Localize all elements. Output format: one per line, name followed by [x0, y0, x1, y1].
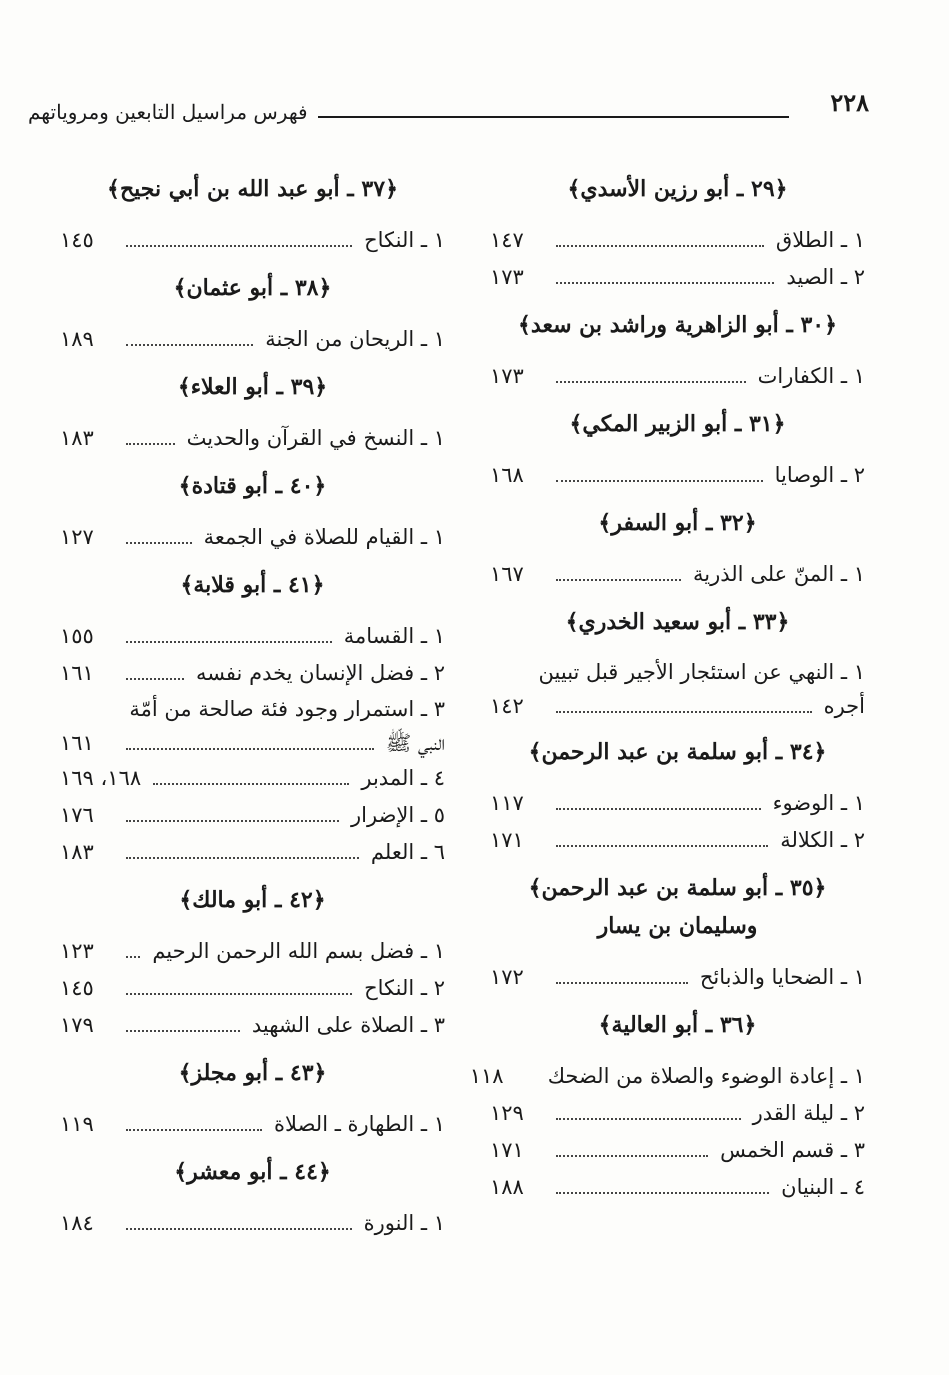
entry-page: ١٧٦ — [60, 803, 94, 827]
entry-line — [60, 726, 445, 760]
index-entry — [60, 797, 445, 834]
dot-leader — [556, 561, 681, 581]
page-header — [28, 88, 869, 128]
entry-page: ١٢٣ — [60, 939, 94, 963]
entry-page: ١٦٧ — [490, 562, 524, 586]
entry-page: ١٨٩ — [60, 327, 94, 351]
entry-page: ١٤٥ — [60, 228, 94, 252]
entry-page: ١٦٨، ١٦٩ — [60, 766, 142, 790]
entry-line — [490, 689, 865, 723]
entry-label: ١ ـ فضل بسم الله الرحمن الرحيم — [152, 939, 445, 963]
section-heading: ﴿٤٣ ـ أبو مجلز﴾ — [178, 1060, 327, 1086]
entry-page: ١٤٥ — [60, 976, 94, 1000]
index-entry — [60, 834, 445, 871]
entry-page: ١٥٥ — [60, 624, 94, 648]
section-heading: ﴿٣٢ ـ أبو السفر﴾ — [598, 510, 757, 536]
dot-leader — [153, 765, 349, 785]
entry-page: ١١٨ — [469, 1064, 504, 1088]
dot-leader — [126, 425, 175, 445]
section-heading: ﴿٣٤ ـ أبو سلمة بن عبد الرحمن﴾ — [528, 739, 827, 765]
entry-label: ١ ـ إعادة الوضوء والصلاة من الضحك — [547, 1064, 865, 1088]
entry-label: ٤ ـ المدبر — [361, 766, 445, 790]
entry-label: ٦ ـ العلم — [370, 840, 445, 864]
dot-leader — [556, 264, 774, 284]
entry-label: ١ ـ الريحان من الجنة — [265, 327, 445, 351]
dot-leader — [556, 227, 764, 247]
index-entry — [60, 1106, 445, 1143]
index-entry — [490, 822, 865, 859]
entry-label: ١ ـ الطهارة ـ الصلاة — [274, 1112, 445, 1136]
entry-label: ٢ ـ ليلة القدر — [752, 1101, 865, 1125]
page-number: ٢٢٨ — [830, 88, 869, 117]
index-entry — [490, 655, 865, 723]
entry-label-continued: أجره — [823, 694, 865, 718]
dot-leader — [126, 1012, 240, 1032]
header-rule — [318, 116, 789, 118]
entry-label: ٣ ـ قسم الخمس — [720, 1138, 865, 1162]
dot-leader — [556, 964, 688, 984]
index-entry — [490, 259, 865, 296]
dot-leader — [126, 839, 359, 859]
right-column — [469, 160, 865, 1206]
dot-leader — [556, 790, 761, 810]
index-entry — [60, 655, 445, 692]
section-heading: ﴿٣٧ ـ أبو عبد الله بن أبي نجيح﴾ — [107, 176, 398, 202]
dot-leader — [126, 660, 184, 680]
entry-page: ١٧٢ — [490, 965, 524, 989]
entry-label: ٤ ـ البنيان — [781, 1175, 865, 1199]
entry-page: ١٧١ — [490, 828, 524, 852]
entry-page: ١٨٨ — [490, 1175, 524, 1199]
dot-leader — [126, 1111, 262, 1131]
entry-label: ٣ ـ الصلاة على الشهيد — [251, 1013, 445, 1037]
index-entry — [60, 760, 445, 797]
dot-leader — [126, 1210, 352, 1230]
entry-page: ١٢٩ — [490, 1101, 524, 1125]
index-entry — [490, 1095, 865, 1132]
entry-page: ١١٧ — [490, 791, 524, 815]
dot-leader — [556, 693, 812, 713]
section-heading: ﴿٣٩ ـ أبو العلاء﴾ — [177, 374, 328, 400]
entry-page: ١٨٤ — [60, 1211, 94, 1235]
section-heading: ﴿٤٤ ـ أبو معشر﴾ — [174, 1159, 331, 1185]
index-entry — [490, 222, 865, 259]
entry-label: ٢ ـ الوصايا — [774, 463, 865, 487]
section-subheading: وسليمان بن يسار — [597, 913, 758, 939]
entry-label: ١ ـ النسخ في القرآن والحديث — [186, 426, 445, 450]
index-entry — [60, 321, 445, 358]
index-entry — [490, 358, 865, 395]
index-entry — [490, 556, 865, 593]
section-heading: ﴿٣٦ ـ أبو العالية﴾ — [598, 1012, 757, 1038]
entry-page: ١٨٣ — [60, 840, 94, 864]
dot-leader — [556, 462, 763, 482]
entry-label: ١ ـ النورة — [363, 1211, 445, 1235]
entry-page: ١٦٨ — [490, 463, 524, 487]
section-heading: ﴿٣٣ ـ أبو سعيد الخدري﴾ — [565, 609, 790, 635]
left-column — [60, 160, 445, 1242]
index-entry — [60, 420, 445, 457]
entry-page: ١٢٧ — [60, 525, 94, 549]
entry-label: ٢ ـ الكلالة — [780, 828, 865, 852]
entry-label: ٣ ـ استمرار وجود فئة صالحة من أمّة — [129, 697, 445, 721]
index-entry — [469, 1058, 865, 1095]
entry-label: ١ ـ الوضوء — [772, 791, 865, 815]
entry-label: ١ ـ النكاح — [364, 228, 445, 252]
entry-label: ١ ـ المنّ على الذرية — [693, 562, 865, 586]
dot-leader — [126, 326, 253, 346]
section-heading: ﴿٣٠ ـ أبو الزاهرية وراشد بن سعد﴾ — [518, 312, 837, 338]
dot-leader — [126, 802, 339, 822]
running-title: فهرس مراسيل التابعين ومروياتهم — [28, 100, 308, 124]
dot-leader — [556, 827, 768, 847]
index-entry — [60, 1007, 445, 1044]
entry-page: ١١٩ — [60, 1112, 94, 1136]
dot-leader — [126, 623, 332, 643]
entry-page: ١٦١ — [60, 731, 94, 755]
index-entry — [60, 618, 445, 655]
entry-label: ٥ ـ الإضرار — [351, 803, 445, 827]
index-entry — [60, 970, 445, 1007]
entry-label: ١ ـ الضحايا والذبائح — [699, 965, 865, 989]
entry-label: ١ ـ الطلاق — [775, 228, 865, 252]
dot-leader — [126, 227, 352, 247]
section-heading: ﴿٤١ ـ أبو قلابة﴾ — [180, 572, 325, 598]
entry-page: ١٨٣ — [60, 426, 94, 450]
entry-page: ١٧٣ — [490, 364, 524, 388]
index-entry — [490, 1169, 865, 1206]
entry-page: ١٧٩ — [60, 1013, 94, 1037]
section-heading: ﴿٣٥ ـ أبو سلمة بن عبد الرحمن﴾ — [528, 875, 827, 901]
dot-leader — [556, 363, 746, 383]
dot-leader — [556, 1174, 769, 1194]
section-heading: ﴿٣١ ـ أبو الزبير المكي﴾ — [569, 411, 786, 437]
entry-label: ٢ ـ النكاح — [364, 976, 445, 1000]
entry-page: ١٤٢ — [490, 694, 524, 718]
entry-label: ١ ـ القيام للصلاة في الجمعة — [203, 525, 445, 549]
index-entry — [490, 457, 865, 494]
section-heading: ﴿٤٠ ـ أبو قتادة﴾ — [178, 473, 327, 499]
dot-leader — [556, 1137, 708, 1157]
index-entry — [60, 519, 445, 556]
entry-label: ٢ ـ فضل الإنسان يخدم نفسه — [195, 661, 445, 685]
entry-page: ١٧٣ — [490, 265, 524, 289]
entry-label: ١ ـ النهي عن استئجار الأجير قبل تبيين — [538, 660, 865, 684]
index-entry — [490, 959, 865, 996]
dot-leader — [126, 938, 140, 958]
entry-label: ١ ـ الكفارات — [757, 364, 865, 388]
section-heading: ﴿٢٩ ـ أبو رزين الأسدي﴾ — [567, 176, 788, 202]
dot-leader — [126, 730, 374, 750]
section-heading: ﴿٣٨ ـ أبو عثمان﴾ — [173, 275, 332, 301]
section-heading: ﴿٤٢ ـ أبو مالك﴾ — [179, 887, 326, 913]
dot-leader — [126, 524, 192, 544]
index-entry — [60, 1205, 445, 1242]
index-entry — [490, 785, 865, 822]
index-entry — [60, 692, 445, 760]
entry-label: ١ ـ القسامة — [343, 624, 445, 648]
entry-page: ١٦١ — [60, 661, 94, 685]
index-entry — [60, 933, 445, 970]
index-entry — [490, 1132, 865, 1169]
dot-leader — [556, 1100, 741, 1120]
entry-page: ١٧١ — [490, 1138, 524, 1162]
index-entry — [60, 222, 445, 259]
dot-leader — [126, 975, 352, 995]
entry-label: ٢ ـ الصيد — [786, 265, 865, 289]
entry-page: ١٤٧ — [490, 228, 524, 252]
entry-label-continued: النبي ﷺ — [385, 731, 445, 755]
